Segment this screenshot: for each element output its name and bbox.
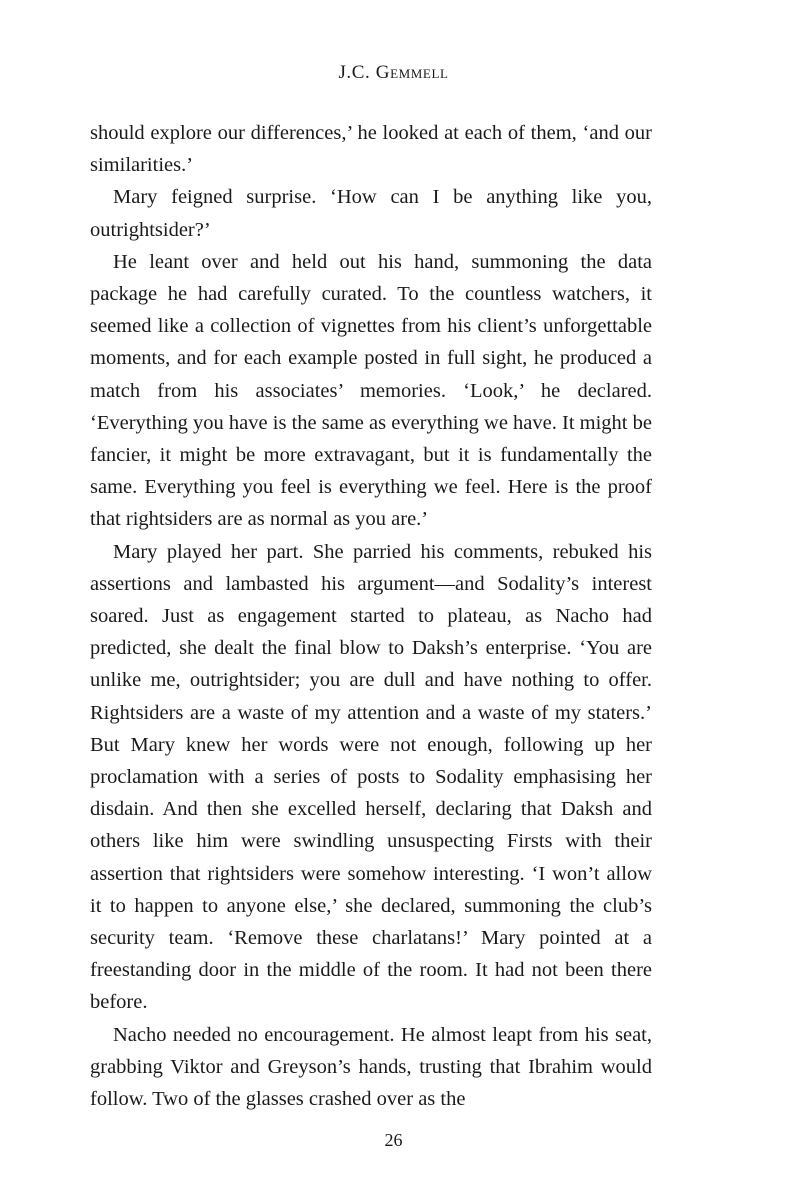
page-number: 26 xyxy=(384,1130,403,1150)
paragraph: Nacho needed no encouragement. He almost leapt from his seat, grabbing Viktor and Greyson’s hands, trusting that Ibrahim would follow. Two of the glasses crashed over as the xyxy=(90,1023,652,1111)
paragraph: He leant over and held out his hand, summoning the data package he had carefully curated. To the countless watchers, it seemed like a collection of vignettes from his client’s unforgettable moments, and for each example posted in full sight, he produced a match from his associates’ memories. ‘Look,’ he declared. ‘Everything you have is the same as everything we have. It might be fancier, it might be more extravagant, but it is fundamentally the same. Everything you feel is everything we feel. Here is the proof that rightsiders are as normal as you are.’ xyxy=(90,250,652,531)
paragraph: Mary played her part. She parried his comments, rebuked his assertions and lambasted his argument—and Sodality’s interest soared. Just as engagement started to plateau, as Nacho had predicted, she dealt the final blow to Daksh’s enterprise. ‘You are unlike me, outrightsider; you are dull and have nothing to offer. Rightsiders are a waste of my attention and a waste of my staters.’ But Mary knew her words were not enough, following up her proclamation with a series of posts to Sodality emphasising her disdain. And then she excelled herself, declaring that Daksh and others like him were swindling unsuspecting Firsts with their assertion that rightsiders were somehow interesting. ‘I won’t allow it to happen to anyone else,’ she declared, summoning the club’s security team. ‘Remove these charlatans!’ Mary pointed at a freestanding door in the middle of the room. It had not been there before. xyxy=(90,540,652,1014)
paragraph: Mary feigned surprise. ‘How can I be anything like you, outrightsider?’ xyxy=(90,186,652,241)
paragraph: should explore our differences,’ he looked at each of them, ‘and our similarities.’ xyxy=(90,122,652,177)
body-text xyxy=(90,117,652,1115)
running-head: J.C. Gemmell xyxy=(338,62,449,83)
